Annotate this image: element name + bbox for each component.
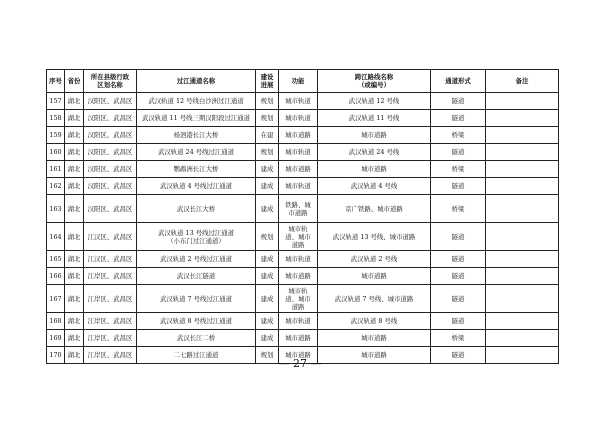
header-remark: 备注	[486, 70, 559, 93]
cell-no: 161	[47, 161, 65, 178]
cell-function: 城市道路	[279, 161, 318, 178]
header-function: 功能	[279, 70, 318, 93]
cell-remark	[486, 110, 559, 127]
cell-no: 170	[47, 347, 65, 364]
cell-crossing-name: 武汉长江大桥	[137, 195, 256, 223]
cell-crossing-name: 武汉轨道 2 号线过江通道	[137, 251, 256, 268]
cell-route: 武汉轨道 13 号线、城市道路	[318, 223, 431, 251]
cell-crossing-name: 二七路过江通道	[137, 347, 256, 364]
cell-form: 隧道	[431, 285, 486, 313]
cell-district: 汉阳区、武昌区	[84, 110, 137, 127]
cell-district: 江岸区、武昌区	[84, 268, 137, 285]
cell-no: 157	[47, 93, 65, 110]
cell-function: 城市轨道	[279, 178, 318, 195]
cell-status: 规划	[256, 144, 279, 161]
cell-form: 隧道	[431, 110, 486, 127]
cell-district: 汉阳区、武昌区	[84, 178, 137, 195]
cell-route: 城市道路	[318, 127, 431, 144]
cell-remark	[486, 144, 559, 161]
table-header	[47, 70, 559, 93]
table-row	[47, 285, 559, 313]
cell-province: 湖北	[65, 178, 84, 195]
table-row	[47, 93, 559, 110]
cell-remark	[486, 330, 559, 347]
cell-status: 建成	[256, 178, 279, 195]
cell-form: 隧道	[431, 251, 486, 268]
cell-district: 汉阳区、武昌区	[84, 93, 137, 110]
cell-remark	[486, 223, 559, 251]
cell-function: 城市道路	[279, 268, 318, 285]
cell-form: 隧道	[431, 178, 486, 195]
cell-status: 在建	[256, 127, 279, 144]
cell-function: 铁路、城 市道路	[279, 195, 318, 223]
table-row	[47, 223, 559, 251]
cell-province: 湖北	[65, 330, 84, 347]
cell-function: 城市道路	[279, 330, 318, 347]
cell-no: 167	[47, 285, 65, 313]
cell-crossing-name: 武汉轨道 24 号线过江通道	[137, 144, 256, 161]
header-form: 通道形式	[431, 70, 486, 93]
table-row	[47, 251, 559, 268]
cell-status: 规划	[256, 347, 279, 364]
cell-remark	[486, 285, 559, 313]
cell-route: 武汉轨道 4 号线	[318, 178, 431, 195]
cell-remark	[486, 195, 559, 223]
cell-route: 武汉轨道 7 号线、城市道路	[318, 285, 431, 313]
cell-function: 城市道路	[279, 127, 318, 144]
cell-crossing-name: 武汉轨道 8 号线过江通道	[137, 313, 256, 330]
cell-form: 桥梁	[431, 330, 486, 347]
page-number: — 27 —	[278, 357, 322, 370]
cell-form: 桥梁	[431, 161, 486, 178]
header-route: 跨江路线名称 （或编号）	[318, 70, 431, 93]
table-row	[47, 110, 559, 127]
table-row	[47, 313, 559, 330]
cell-function: 城市道路	[279, 347, 318, 364]
cell-remark	[486, 178, 559, 195]
cell-form: 隧道	[431, 144, 486, 161]
cell-district: 江岸区、武昌区	[84, 313, 137, 330]
header-row	[47, 70, 559, 93]
cell-remark	[486, 251, 559, 268]
cell-no: 168	[47, 313, 65, 330]
cell-status: 规划	[256, 110, 279, 127]
cell-status: 规划	[256, 223, 279, 251]
cell-status: 建成	[256, 330, 279, 347]
table-row	[47, 330, 559, 347]
cell-crossing-name: 武汉长江二桥	[137, 330, 256, 347]
cell-district: 江汉区、武昌区	[84, 251, 137, 268]
cell-form: 隧道	[431, 313, 486, 330]
cell-no: 160	[47, 144, 65, 161]
cell-function: 城市轨 道、城市 道路	[279, 285, 318, 313]
cell-route: 城市道路	[318, 268, 431, 285]
table-row	[47, 178, 559, 195]
cell-district: 汉阳区、武昌区	[84, 195, 137, 223]
cell-crossing-name: 武汉轨道 13 号线过江通道 （小东门过江通道）	[137, 223, 256, 251]
cell-form: 隧道	[431, 93, 486, 110]
river-crossing-table	[46, 69, 559, 364]
cell-function: 城市轨道	[279, 144, 318, 161]
cell-function: 城市轨道	[279, 313, 318, 330]
cell-remark	[486, 127, 559, 144]
cell-province: 湖北	[65, 127, 84, 144]
cell-province: 湖北	[65, 195, 84, 223]
cell-province: 湖北	[65, 93, 84, 110]
cell-route: 武汉轨道 24 号线	[318, 144, 431, 161]
cell-route: 城市道路	[318, 347, 431, 364]
cell-form: 桥梁	[431, 195, 486, 223]
cell-route: 武汉轨道 11 号线	[318, 110, 431, 127]
header-crossing-name: 过江通道名称	[137, 70, 256, 93]
table-row	[47, 127, 559, 144]
cell-district: 江岸区、武昌区	[84, 347, 137, 364]
table-row	[47, 268, 559, 285]
cell-district: 汉阳区、武昌区	[84, 127, 137, 144]
cell-function: 城市轨道	[279, 110, 318, 127]
cell-province: 湖北	[65, 285, 84, 313]
cell-remark	[486, 93, 559, 110]
cell-route: 城市道路	[318, 161, 431, 178]
cell-remark	[486, 268, 559, 285]
cell-route: 武汉轨道 12 号线	[318, 93, 431, 110]
cell-crossing-name: 杨泗港长江大桥	[137, 127, 256, 144]
cell-no: 165	[47, 251, 65, 268]
cell-province: 湖北	[65, 144, 84, 161]
cell-crossing-name: 武汉轨道 12 号线白沙洲过江通道	[137, 93, 256, 110]
cell-province: 湖北	[65, 347, 84, 364]
header-no: 序号	[47, 70, 65, 93]
cell-status: 建成	[256, 195, 279, 223]
header-province: 省份	[65, 70, 84, 93]
cell-status: 建成	[256, 285, 279, 313]
cell-no: 162	[47, 178, 65, 195]
cell-status: 建成	[256, 313, 279, 330]
cell-province: 湖北	[65, 313, 84, 330]
table-body	[47, 93, 559, 364]
cell-status: 规划	[256, 93, 279, 110]
table-row	[47, 195, 559, 223]
cell-province: 湖北	[65, 251, 84, 268]
cell-crossing-name: 鹦鹉洲长江大桥	[137, 161, 256, 178]
cell-no: 163	[47, 195, 65, 223]
cell-route: 城市道路	[318, 330, 431, 347]
cell-no: 159	[47, 127, 65, 144]
cell-district: 汉阳区、武昌区	[84, 144, 137, 161]
cell-district: 汉阳区、武昌区	[84, 161, 137, 178]
cell-form: 桥梁	[431, 127, 486, 144]
header-district: 所在县级行政 区划名称	[84, 70, 137, 93]
cell-function: 城市轨道	[279, 93, 318, 110]
cell-crossing-name: 武汉轨道 7 号线过江通道	[137, 285, 256, 313]
cell-route: 武汉轨道 2 号线	[318, 251, 431, 268]
cell-province: 湖北	[65, 161, 84, 178]
cell-district: 江岸区、武昌区	[84, 330, 137, 347]
cell-route: 武汉轨道 8 号线	[318, 313, 431, 330]
cell-no: 166	[47, 268, 65, 285]
cell-crossing-name: 武汉长江隧道	[137, 268, 256, 285]
cell-status: 建成	[256, 251, 279, 268]
cell-district: 江汉区、武昌区	[84, 223, 137, 251]
cell-form: 隧道	[431, 268, 486, 285]
cell-route: 京广铁路、城市道路	[318, 195, 431, 223]
cell-function: 城市轨 道、城市 道路	[279, 223, 318, 251]
header-status: 建设 进展	[256, 70, 279, 93]
cell-province: 湖北	[65, 110, 84, 127]
cell-function: 城市轨道	[279, 251, 318, 268]
cell-status: 建成	[256, 268, 279, 285]
table-row	[47, 144, 559, 161]
table-row	[47, 161, 559, 178]
cell-province: 湖北	[65, 268, 84, 285]
cell-remark	[486, 161, 559, 178]
cell-form: 隧道	[431, 347, 486, 364]
cell-crossing-name: 武汉轨道 11 号线三期汉阳段过江通道	[137, 110, 256, 127]
cell-status: 建成	[256, 161, 279, 178]
cell-no: 169	[47, 330, 65, 347]
cell-province: 湖北	[65, 223, 84, 251]
cell-no: 158	[47, 110, 65, 127]
cell-no: 164	[47, 223, 65, 251]
cell-form: 隧道	[431, 223, 486, 251]
cell-remark	[486, 313, 559, 330]
cell-district: 江岸区、武昌区	[84, 285, 137, 313]
cell-crossing-name: 武汉轨道 4 号线过江通道	[137, 178, 256, 195]
